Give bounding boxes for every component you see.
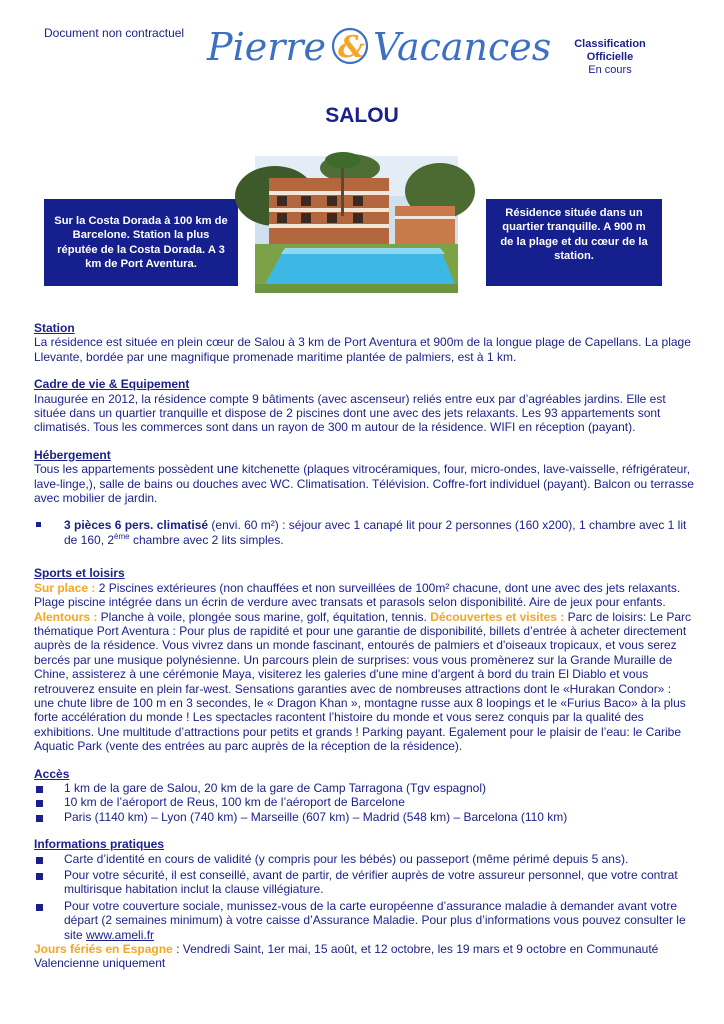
section-heading-sports: Sports et loisirs — [34, 566, 125, 581]
section-acces — [34, 767, 694, 825]
alentours-label: Alentours : — [34, 609, 98, 624]
ameli-link[interactable]: www.ameli.fr — [86, 927, 155, 942]
section-heading-acces: Accès — [34, 766, 70, 781]
bullet-icon — [34, 781, 64, 795]
sur-place-label: Sur place : — [34, 580, 96, 595]
section-heading-cadre: Cadre de vie & Equipement — [34, 377, 190, 392]
classification-status: En cours — [588, 64, 632, 76]
bullet-icon — [34, 810, 64, 824]
document-note: Document non contractuel — [44, 26, 185, 40]
residence-photo — [255, 156, 458, 293]
classification-label — [560, 38, 660, 77]
hebergement-text: Tous les appartements possèdent une kitchenette (plaques vitrocéramiques, four, micro-ondes, lave-vaisselle, réfrigérateur, lave-linge,), salle de bains ou douches avec WC. Climatisation. Télévision. Coffre-fort individuel (payant). Balcon ou terrasse avec mobilier de jardin. — [34, 461, 694, 506]
logo-word-pierre: Pierre — [207, 25, 327, 69]
bullet-icon — [34, 852, 64, 866]
residence-box: Résidence située dans un quartier tranquille. A 900 m de la plage et du cœur de la station. — [486, 199, 662, 286]
section-heading-hebergement: Hébergement — [34, 447, 111, 462]
section-heading-station: Station — [34, 321, 75, 335]
list-item: 1 km de la gare de Salou, 20 km de la gare de Camp Tarragona (Tgv espagnol) — [34, 781, 694, 795]
list-item: 10 km de l’aéroport de Reus, 100 km de l’aéroport de Barcelone — [34, 795, 694, 809]
logo-ampersand: & — [338, 30, 366, 65]
section-sports — [34, 566, 694, 753]
list-item: Pour votre couverture sociale, munissez-vous de la carte européenne d’assurance maladie à demander avant votre départ (2 semaines minimum) à votre caisse d’Assurance Maladie. Pour plus d’informations vous pouvez consulter le site www.ameli.fr — [34, 899, 694, 942]
apartment-type-item: 3 pièces 6 pers. climatisé (envi. 60 m²) : séjour avec 1 canapé lit pour 2 personnes (160 x200), 1 chambre avec 1 lit de 160, 2ème chambre avec 2 lits simples. — [34, 518, 694, 547]
classification-line-1: Classification — [574, 38, 646, 50]
description-body — [34, 321, 694, 971]
page-title: SALOU — [325, 104, 399, 127]
cadre-text: Inaugurée en 2012, la résidence compte 9 bâtiments (avec ascenseur) reliés entre eux par d’agréables jardins. Elle est située dans un quartier tranquille et dispose de 2 piscines dont une avec des jets relaxants. Les 93 appartements sont climatisés. Tous les commerces sont dans un rayon de 300 m autour de la résidence. WIFI en réception (payant). — [34, 391, 666, 435]
pierre-vacances-logo — [203, 16, 552, 76]
bullet-icon — [34, 868, 64, 897]
location-box: Sur la Costa Dorada à 100 km de Barcelone. Station la plus réputée de la Costa Dorada. A 3 km de Port Aventura. — [44, 199, 238, 286]
list-item: Pour votre sécurité, il est conseillé, avant de partir, de vérifier auprès de votre assureur personnel, que votre contrat multirisque habitation inclut la clause villégiature. — [34, 868, 694, 897]
station-text: La résidence est située en plein cœur de Salou à 3 km de Port Aventura et 900m de la longue plage de Capellans. La plage Llevante, bordée par une magnifique promenade maritime plantée de palmiers, est à 1 km. — [34, 335, 691, 364]
bullet-icon — [34, 795, 64, 809]
decouvertes-label: Découvertes et visites : — [430, 609, 565, 624]
feries-text: Jours fériés en Espagne : Vendredi Saint, 1er mai, 15 août, et 12 octobre, les 19 mars et 9 octobre en Communauté Valencienne uniquement — [34, 942, 659, 971]
apartment-type-name: 3 pièces 6 pers. climatisé — [64, 518, 209, 533]
section-heading-infos: Informations pratiques — [34, 837, 165, 852]
sports-text: Sur place : 2 Piscines extérieures (non chauffées et non surveillées de 100m² chacune, dont une avec des jets relaxants. Plage piscine intégrée dans un écrin de verdure avec transats et parasols selon disponibilité. Aire de jeux pour enfants. Alentours : Planche à voile, plongée sous marine, golf, équitation, tennis. Découvertes et visites : Parc de loisirs: Le Parc thématique Port Aventura : Pour plus de rapidité et pour une garantie de disponibilité, billets d’entrée à acheter directement auprès de la résidence. Vous vivrez dans un monde fascinant, entourés de palmiers et d'oiseaux tropicaux, et vous serez bercés par une musique polynésienne. Un parcours plein de surprises: vous vous promènerez sur la Grande Muraille de Chine, assisterez à une cérémonie Maya, visiterez les galeries d'une mine d'argent à bord du train El Diablo et vous retrouverez ensuite en plein far-west. Sensations garanties avec de nombreuses attractions dont le «Hurakan Condor» : une chute libre de 100 m en 3 secondes, le « Dragon Khan », montagne russe aux 8 loopings et le «Furius Baco» à la plus forte accélération du monde ! Les spectacles racontent l’histoire du monde et vous serez conquis par la qualité des exhibitions. Une multitude d’attractions pour petits et grands ! Parking payant. Egalement pour le plaisir de l’eau: le Caribe Aquatic Park (vente des entrées au parc auprès de la réception de la résidence). — [34, 580, 692, 754]
section-hebergement — [34, 448, 694, 506]
section-station — [34, 321, 694, 364]
section-infos — [34, 837, 694, 971]
bullet-icon — [34, 518, 64, 547]
feries-label: Jours fériés en Espagne — [34, 942, 173, 957]
list-item: Paris (1140 km) – Lyon (740 km) – Marseille (607 km) – Madrid (548 km) – Barcelona (110 km) — [34, 810, 694, 824]
classification-line-2: Officielle — [586, 51, 634, 63]
section-cadre — [34, 377, 694, 435]
logo-word-vacances: Vacances — [373, 25, 552, 69]
list-item: Carte d’identité en cours de validité (y compris pour les bébés) ou passeport (même périmé depuis 5 ans). — [34, 852, 694, 866]
bullet-icon — [34, 899, 64, 942]
